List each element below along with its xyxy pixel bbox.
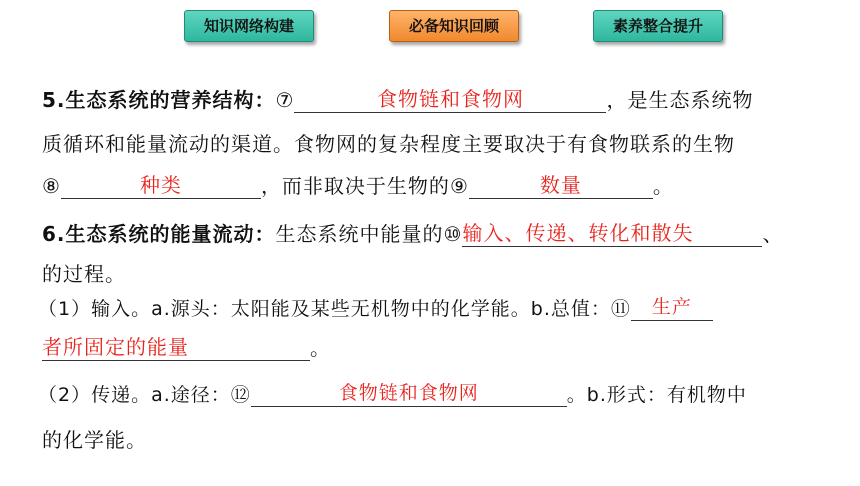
transfer-line — [38, 380, 747, 407]
answer-7: 食物链和食物网 — [294, 86, 606, 113]
section6-heading: 6.生态系统的能量流动： — [42, 222, 276, 246]
section6-line2: 的过程。 — [42, 262, 126, 286]
input-end: 。 — [310, 336, 331, 360]
section6-text-a: 生态系统中能量的 — [275, 222, 444, 246]
marker-10: ⑩ — [443, 222, 463, 246]
section5-line3 — [42, 170, 674, 199]
section-tabs — [0, 10, 860, 44]
tab-literacy-integration[interactable]: 素养整合提升 — [593, 10, 723, 42]
section6-text-b: 、 — [762, 222, 784, 246]
transfer-line2: 的化学能。 — [42, 428, 147, 452]
marker-9: ⑨ — [449, 174, 469, 198]
transfer-text: （2）传递。a.途径： — [38, 384, 231, 406]
marker-11: ⑪ — [610, 298, 631, 320]
answer-10: 输入、传递、转化和散失 — [462, 220, 762, 247]
transfer-mid: 。b.形式：有机物中 — [566, 384, 747, 406]
answer-11-part1: 生产 — [631, 294, 713, 321]
section5-line1 — [42, 84, 753, 113]
marker-12: ⑫ — [230, 384, 251, 406]
answer-11-part2: 者所固定的能量 — [42, 334, 310, 361]
tab-knowledge-network[interactable]: 知识网络构建 — [184, 10, 314, 42]
marker-8: ⑧ — [42, 174, 61, 198]
section5-text-c: 。 — [652, 174, 674, 198]
input-line2 — [42, 332, 331, 361]
section5-text-a: ，是生态系统物 — [606, 88, 754, 112]
section6-line1 — [42, 218, 783, 247]
section5-line2: 质循环和能量流动的渠道。食物网的复杂程度主要取决于有食物联系的生物 — [42, 132, 735, 156]
marker-7: ⑦ — [275, 88, 295, 112]
input-line — [38, 294, 713, 321]
answer-9: 数量 — [469, 172, 653, 199]
section5-text-b: ，而非取决于生物的 — [260, 174, 450, 198]
answer-8: 种类 — [61, 172, 261, 199]
input-text: （1）输入。a.源头：太阳能及某些无机物中的化学能。b.总值： — [38, 298, 611, 320]
answer-12: 食物链和食物网 — [251, 380, 567, 407]
section5-heading: 5.生态系统的营养结构： — [42, 88, 276, 112]
tab-essential-knowledge-review[interactable]: 必备知识回顾 — [389, 10, 519, 42]
